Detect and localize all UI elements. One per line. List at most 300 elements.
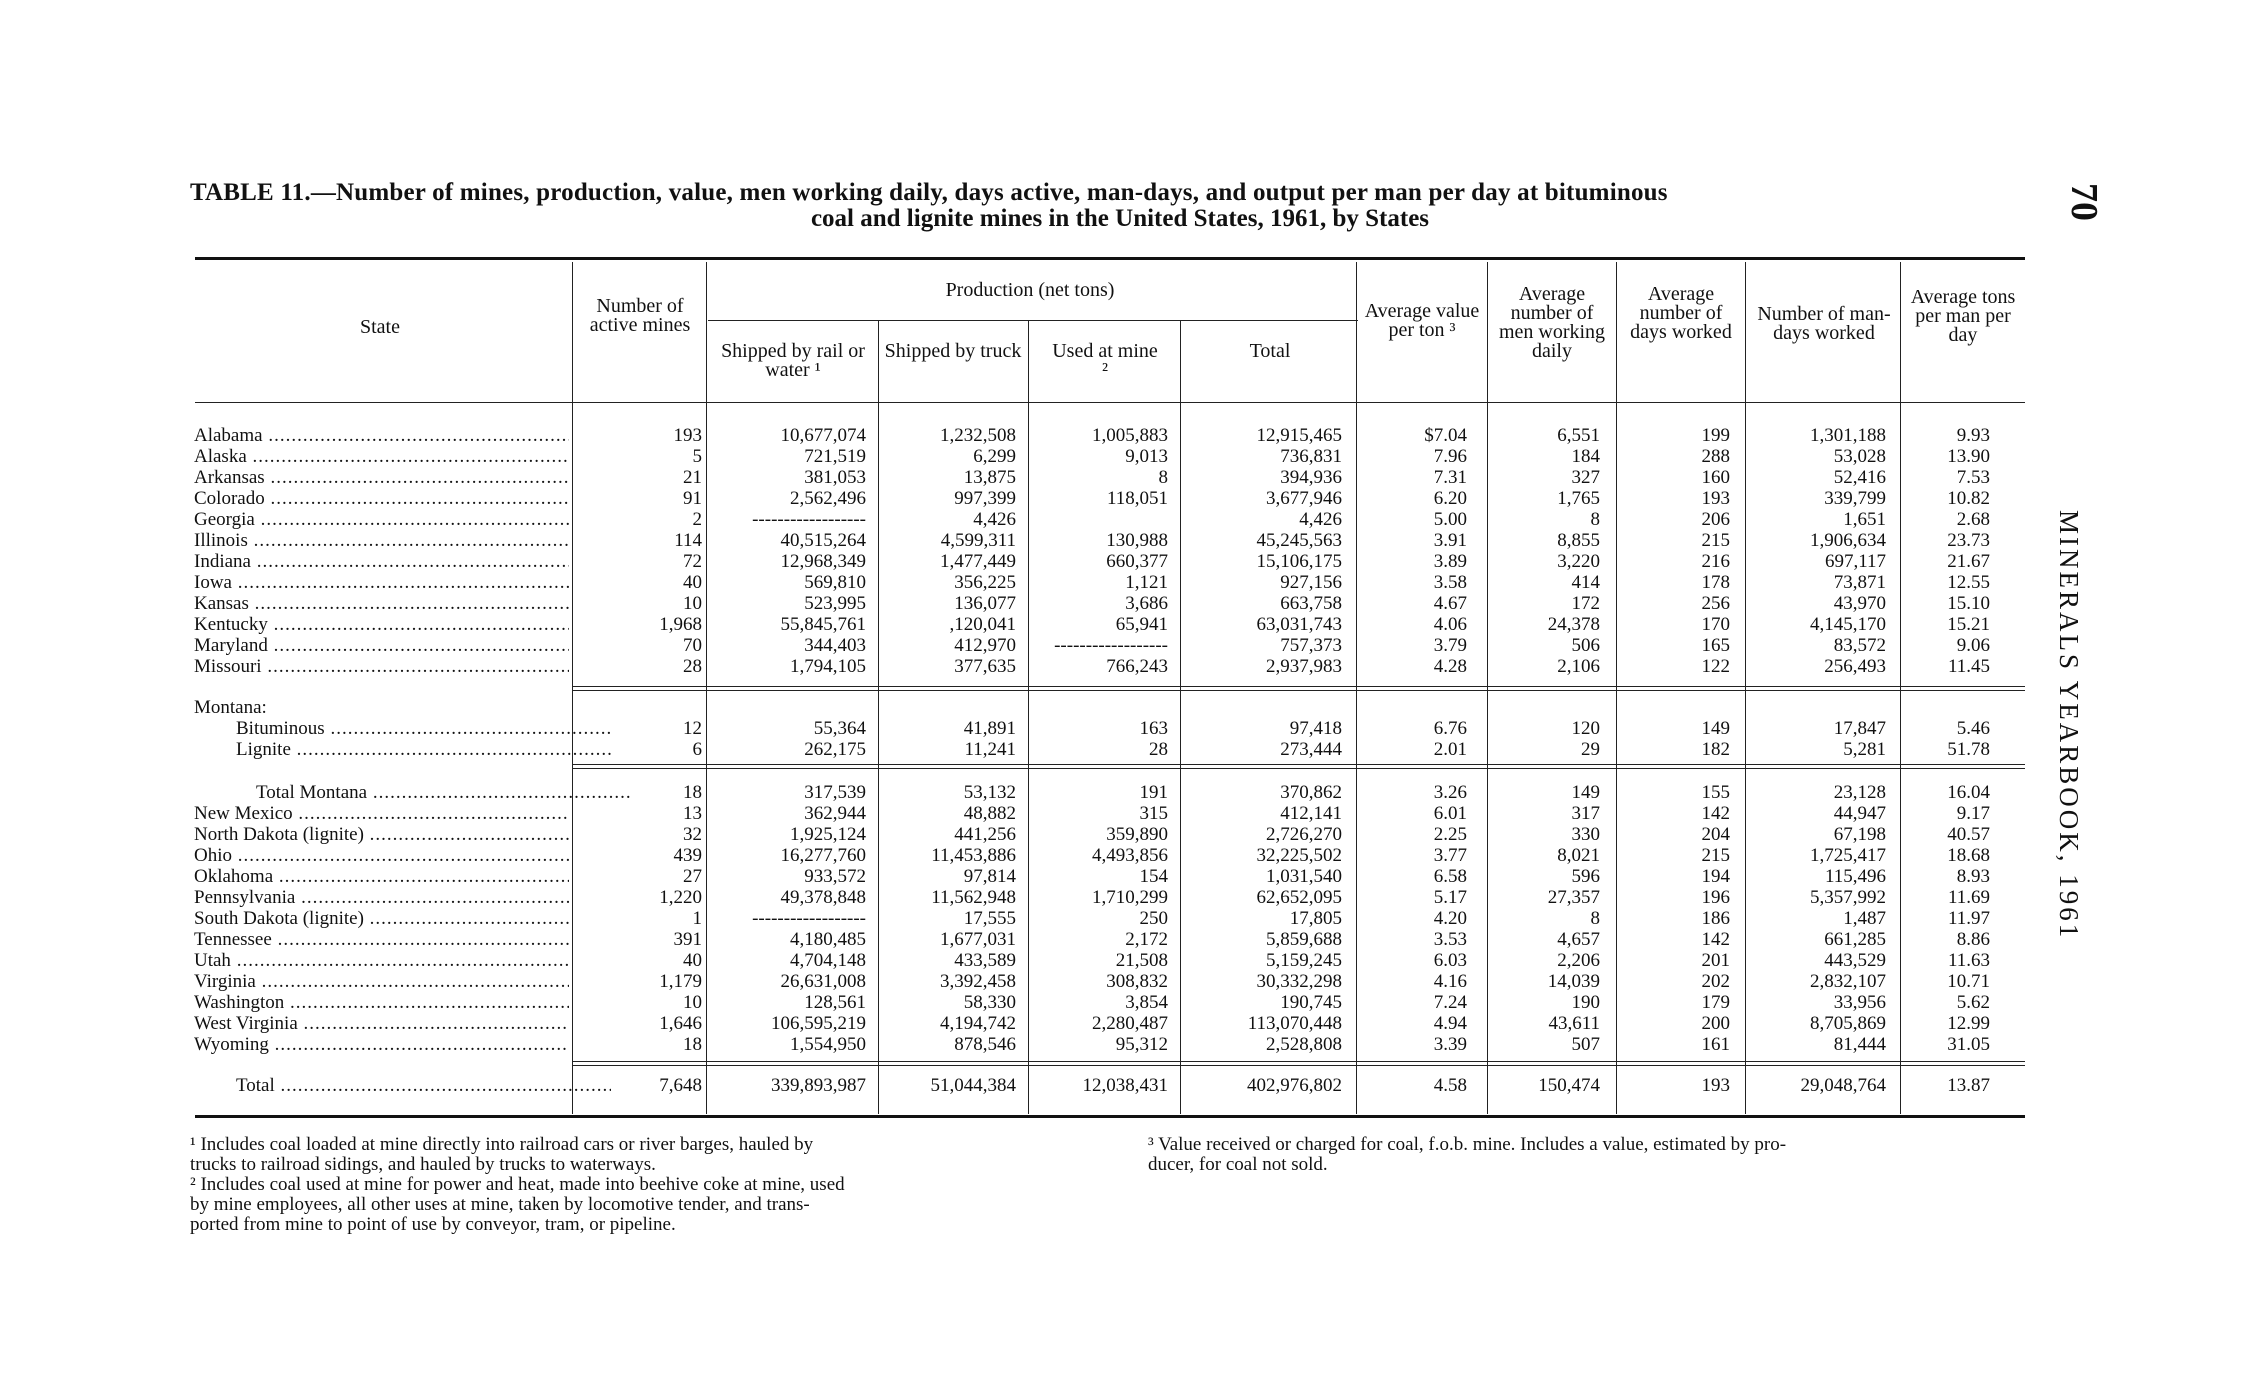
cell-value: 2.25 bbox=[1433, 824, 1467, 845]
cell-tpm: 2.68 bbox=[1956, 509, 1990, 530]
cell-days: 122 bbox=[1701, 656, 1730, 677]
cell-mandays: 4,145,170 bbox=[1810, 614, 1886, 635]
cell-mines: 40 bbox=[683, 950, 702, 971]
table-row bbox=[190, 635, 2030, 656]
cell-mines: 1,968 bbox=[659, 614, 702, 635]
cell-total: 402,976,802 bbox=[1247, 1075, 1342, 1096]
cell-value: 7.24 bbox=[1433, 992, 1467, 1013]
cell-total: 30,332,298 bbox=[1256, 971, 1342, 992]
cell-days: 149 bbox=[1701, 718, 1730, 739]
cell-men: 8,855 bbox=[1557, 530, 1600, 551]
cell-tpm: 23.73 bbox=[1947, 530, 1990, 551]
cell-days: 182 bbox=[1701, 739, 1730, 760]
cell-rail: 49,378,848 bbox=[780, 887, 866, 908]
cell-tpm: 13.90 bbox=[1947, 446, 1990, 467]
cell-days: 193 bbox=[1701, 1075, 1730, 1096]
cell-mandays: 339,799 bbox=[1824, 488, 1886, 509]
cell-mines: 391 bbox=[673, 929, 702, 950]
cell-truck: 1,232,508 bbox=[940, 425, 1016, 446]
cell-used: 28 bbox=[1149, 739, 1168, 760]
bottom-rule bbox=[195, 1115, 2025, 1118]
cell-truck: 11,562,948 bbox=[931, 887, 1016, 908]
header-shipped-rail: Shipped by rail or water ¹ bbox=[721, 340, 865, 381]
cell-state: Kansas ..... bbox=[194, 593, 569, 614]
cell-total: 97,418 bbox=[1289, 718, 1342, 739]
cell-rail: 317,539 bbox=[804, 782, 866, 803]
cell-state: Montana: bbox=[194, 697, 267, 718]
cell-rail: 12,968,349 bbox=[780, 551, 866, 572]
cell-mandays: 5,357,992 bbox=[1810, 887, 1886, 908]
cell-rail: 721,519 bbox=[804, 446, 866, 467]
table-row bbox=[190, 845, 2030, 866]
cell-men: 8 bbox=[1590, 908, 1600, 929]
cell-mandays: 115,496 bbox=[1824, 866, 1886, 887]
cell-state: Tennessee ..... bbox=[194, 929, 569, 950]
cell-mines: 1,220 bbox=[659, 887, 702, 908]
cell-rail: 1,925,124 bbox=[790, 824, 866, 845]
cell-state: Ohio ..... bbox=[194, 845, 569, 866]
cell-used: 359,890 bbox=[1106, 824, 1168, 845]
cell-total: 5,159,245 bbox=[1266, 950, 1342, 971]
cell-mandays: 256,493 bbox=[1824, 656, 1886, 677]
cell-state: North Dakota (lignite) ..... bbox=[194, 824, 569, 845]
cell-tpm: 51.78 bbox=[1947, 739, 1990, 760]
cell-total: 757,373 bbox=[1280, 635, 1342, 656]
cell-value: 3.39 bbox=[1433, 1034, 1467, 1055]
montana-heading bbox=[190, 697, 2030, 718]
top-rule bbox=[195, 257, 2025, 260]
cell-truck: 6,299 bbox=[973, 446, 1016, 467]
cell-used: 163 bbox=[1139, 718, 1168, 739]
cell-rail: 1,554,950 bbox=[790, 1034, 866, 1055]
cell-tpm: 18.68 bbox=[1947, 845, 1990, 866]
cell-mines: 5 bbox=[692, 446, 702, 467]
cell-tpm: 15.21 bbox=[1947, 614, 1990, 635]
cell-truck: 97,814 bbox=[963, 866, 1016, 887]
cell-used: 766,243 bbox=[1106, 656, 1168, 677]
table-row bbox=[190, 656, 2030, 677]
header-avg-value: Average value per ton ³ bbox=[1364, 300, 1480, 341]
cell-state: Oklahoma ..... bbox=[194, 866, 569, 887]
header-state: State bbox=[360, 316, 400, 338]
cell-used: 315 bbox=[1139, 803, 1168, 824]
cell-days: 170 bbox=[1701, 614, 1730, 635]
cell-rail: 40,515,264 bbox=[780, 530, 866, 551]
table-row bbox=[190, 425, 2030, 446]
cell-men: 149 bbox=[1571, 782, 1600, 803]
cell-mandays: 5,281 bbox=[1843, 739, 1886, 760]
cell-mines: 193 bbox=[673, 425, 702, 446]
cell-state: Kentucky ..... bbox=[194, 614, 569, 635]
cell-value: $7.04 bbox=[1424, 425, 1467, 446]
cell-used: 130,988 bbox=[1106, 530, 1168, 551]
table-row bbox=[190, 929, 2030, 950]
cell-total: 12,915,465 bbox=[1256, 425, 1342, 446]
cell-tpm: 9.93 bbox=[1956, 425, 1990, 446]
cell-days: 155 bbox=[1701, 782, 1730, 803]
cell-mandays: 1,301,188 bbox=[1810, 425, 1886, 446]
cell-total: 190,745 bbox=[1280, 992, 1342, 1013]
cell-total: 927,156 bbox=[1280, 572, 1342, 593]
cell-value: 4.67 bbox=[1433, 593, 1467, 614]
cell-mines: 12 bbox=[683, 718, 702, 739]
cell-value: 4.20 bbox=[1433, 908, 1467, 929]
cell-rail: 381,053 bbox=[804, 467, 866, 488]
table-row bbox=[190, 1013, 2030, 1034]
cell-value: 4.06 bbox=[1433, 614, 1467, 635]
cell-used: 95,312 bbox=[1115, 1034, 1168, 1055]
cell-men: 27,357 bbox=[1547, 887, 1600, 908]
cell-tpm: 9.06 bbox=[1956, 635, 1990, 656]
cell-men: 414 bbox=[1571, 572, 1600, 593]
cell-used: 2,280,487 bbox=[1092, 1013, 1168, 1034]
cell-rail: 523,995 bbox=[804, 593, 866, 614]
cell-used: 8 bbox=[1158, 467, 1168, 488]
cell-truck: 41,891 bbox=[963, 718, 1016, 739]
cell-mandays: 2,832,107 bbox=[1810, 971, 1886, 992]
table-row bbox=[190, 530, 2030, 551]
cell-truck: 1,477,449 bbox=[940, 551, 1016, 572]
cell-men: 330 bbox=[1571, 824, 1600, 845]
cell-rail: ------------------ bbox=[752, 908, 866, 929]
cell-truck: 13,875 bbox=[963, 467, 1016, 488]
cell-truck: 17,555 bbox=[963, 908, 1016, 929]
cell-mandays: 17,847 bbox=[1833, 718, 1886, 739]
cell-mines: 6 bbox=[692, 739, 702, 760]
cell-mines: 114 bbox=[674, 530, 702, 551]
table-row bbox=[190, 971, 2030, 992]
cell-value: 3.58 bbox=[1433, 572, 1467, 593]
cell-days: 160 bbox=[1701, 467, 1730, 488]
cell-men: 8 bbox=[1590, 509, 1600, 530]
cell-men: 14,039 bbox=[1547, 971, 1600, 992]
cell-truck: 4,599,311 bbox=[940, 530, 1016, 551]
montana-rule-bottom bbox=[572, 764, 2025, 765]
title-line-1: TABLE 11.—Number of mines, production, value, men working daily, days active, man-days, and output per man per day at bituminous bbox=[190, 179, 1668, 206]
cell-value: 6.20 bbox=[1433, 488, 1467, 509]
cell-mines: 18 bbox=[683, 782, 702, 803]
table-row bbox=[190, 824, 2030, 845]
cell-truck: ,120,041 bbox=[949, 614, 1016, 635]
cell-rail: 10,677,074 bbox=[780, 425, 866, 446]
cell-total: 2,528,808 bbox=[1266, 1034, 1342, 1055]
table-row bbox=[190, 782, 2030, 803]
cell-men: 4,657 bbox=[1557, 929, 1600, 950]
cell-total: 663,758 bbox=[1280, 593, 1342, 614]
cell-total: 412,141 bbox=[1280, 803, 1342, 824]
cell-men: 6,551 bbox=[1557, 425, 1600, 446]
cell-value: 4.58 bbox=[1433, 1075, 1467, 1096]
title-line-2: coal and lignite mines in the United States, 1961, by States bbox=[810, 205, 1430, 232]
cell-value: 7.96 bbox=[1433, 446, 1467, 467]
cell-tpm: 7.53 bbox=[1956, 467, 1990, 488]
cell-mines: 32 bbox=[683, 824, 702, 845]
cell-used: 3,854 bbox=[1125, 992, 1168, 1013]
cell-mandays: 443,529 bbox=[1824, 950, 1886, 971]
cell-tpm: 15.10 bbox=[1947, 593, 1990, 614]
cell-days: 142 bbox=[1701, 803, 1730, 824]
cell-rail: 2,562,496 bbox=[790, 488, 866, 509]
cell-truck: 136,077 bbox=[954, 593, 1016, 614]
table-row bbox=[190, 718, 2030, 739]
cell-state: New Mexico ..... bbox=[194, 803, 569, 824]
table-row bbox=[190, 908, 2030, 929]
cell-days: 194 bbox=[1701, 866, 1730, 887]
cell-state: Arkansas ..... bbox=[194, 467, 569, 488]
cell-value: 3.77 bbox=[1433, 845, 1467, 866]
cell-state: Iowa ..... bbox=[194, 572, 569, 593]
cell-tpm: 9.17 bbox=[1956, 803, 1990, 824]
table-row bbox=[190, 1034, 2030, 1055]
table-row bbox=[190, 803, 2030, 824]
cell-value: 6.58 bbox=[1433, 866, 1467, 887]
cell-truck: 3,392,458 bbox=[940, 971, 1016, 992]
cell-value: 2.01 bbox=[1433, 739, 1467, 760]
production-group-rule bbox=[708, 320, 1358, 321]
cell-days: 186 bbox=[1701, 908, 1730, 929]
cell-value: 5.17 bbox=[1433, 887, 1467, 908]
cell-mines: 1 bbox=[692, 908, 702, 929]
cell-men: 507 bbox=[1571, 1034, 1600, 1055]
total-rule bbox=[572, 1061, 2025, 1062]
cell-days: 201 bbox=[1701, 950, 1730, 971]
cell-rail: ------------------ bbox=[752, 509, 866, 530]
cell-rail: 4,180,485 bbox=[790, 929, 866, 950]
cell-value: 5.00 bbox=[1433, 509, 1467, 530]
cell-mines: 10 bbox=[683, 593, 702, 614]
cell-total: 1,031,540 bbox=[1266, 866, 1342, 887]
cell-men: 2,206 bbox=[1557, 950, 1600, 971]
cell-total: 2,937,983 bbox=[1266, 656, 1342, 677]
cell-mandays: 1,725,417 bbox=[1810, 845, 1886, 866]
header-total: Total bbox=[1249, 340, 1291, 362]
total-rule2 bbox=[572, 1065, 2025, 1066]
footnote-3: ³ Value received or charged for coal, f.o.b. mine. Includes a value, estimated by pro- ducer, for coal not sold. bbox=[1148, 1134, 1787, 1175]
page-number: 70 bbox=[2063, 183, 2105, 221]
cell-value: 6.03 bbox=[1433, 950, 1467, 971]
cell-total: 394,936 bbox=[1280, 467, 1342, 488]
cell-tpm: 11.69 bbox=[1947, 887, 1990, 908]
cell-value: 4.28 bbox=[1433, 656, 1467, 677]
cell-state: Maryland ..... bbox=[194, 635, 569, 656]
cell-total: 5,859,688 bbox=[1266, 929, 1342, 950]
cell-truck: 4,194,742 bbox=[940, 1013, 1016, 1034]
cell-used: 1,005,883 bbox=[1092, 425, 1168, 446]
cell-tpm: 21.67 bbox=[1947, 551, 1990, 572]
cell-days: 202 bbox=[1701, 971, 1730, 992]
cell-rail: 1,794,105 bbox=[790, 656, 866, 677]
cell-mines: 70 bbox=[683, 635, 702, 656]
cell-men: 1,765 bbox=[1557, 488, 1600, 509]
cell-total: 17,805 bbox=[1289, 908, 1342, 929]
cell-tpm: 11.45 bbox=[1947, 656, 1990, 677]
cell-rail: 344,403 bbox=[804, 635, 866, 656]
cell-rail: 339,893,987 bbox=[771, 1075, 866, 1096]
cell-total: 15,106,175 bbox=[1256, 551, 1342, 572]
cell-used: 250 bbox=[1139, 908, 1168, 929]
cell-tpm: 10.82 bbox=[1947, 488, 1990, 509]
cell-value: 3.89 bbox=[1433, 551, 1467, 572]
footnote-2: ² Includes coal used at mine for power and heat, made into beehive coke at mine, used by mine employees, all other uses at mine, taken by locomotive tender, and trans- ported from mine to point of use by conveyor, tram, or pipeline. bbox=[190, 1174, 845, 1235]
cell-mines: 72 bbox=[683, 551, 702, 572]
cell-used: 154 bbox=[1139, 866, 1168, 887]
cell-men: 150,474 bbox=[1538, 1075, 1600, 1096]
cell-rail: 55,364 bbox=[813, 718, 866, 739]
cell-value: 3.26 bbox=[1433, 782, 1467, 803]
cell-total: 370,862 bbox=[1280, 782, 1342, 803]
cell-state: Utah ..... bbox=[194, 950, 569, 971]
cell-total: 2,726,270 bbox=[1266, 824, 1342, 845]
cell-used: ------------------ bbox=[1054, 635, 1168, 656]
cell-tpm: 5.46 bbox=[1956, 718, 1990, 739]
cell-men: 596 bbox=[1571, 866, 1600, 887]
cell-days: 199 bbox=[1701, 425, 1730, 446]
cell-mandays: 23,128 bbox=[1833, 782, 1886, 803]
table-row bbox=[190, 614, 2030, 635]
cell-rail: 933,572 bbox=[804, 866, 866, 887]
cell-mandays: 697,117 bbox=[1824, 551, 1886, 572]
cell-tpm: 8.86 bbox=[1956, 929, 1990, 950]
cell-state: West Virginia ..... bbox=[194, 1013, 569, 1034]
cell-total: 32,225,502 bbox=[1256, 845, 1342, 866]
cell-mandays: 53,028 bbox=[1833, 446, 1886, 467]
cell-tpm: 13.87 bbox=[1947, 1075, 1990, 1096]
cell-mines: 40 bbox=[683, 572, 702, 593]
cell-mandays: 67,198 bbox=[1833, 824, 1886, 845]
cell-used: 1,710,299 bbox=[1092, 887, 1168, 908]
cell-mandays: 1,487 bbox=[1843, 908, 1886, 929]
cell-state: Bituminous ..... bbox=[194, 718, 611, 739]
cell-total: 4,426 bbox=[1299, 509, 1342, 530]
cell-used: 1,121 bbox=[1125, 572, 1168, 593]
cell-state: Lignite ..... bbox=[194, 739, 611, 760]
cell-total: 62,652,095 bbox=[1256, 887, 1342, 908]
table-row bbox=[190, 467, 2030, 488]
cell-truck: 441,256 bbox=[954, 824, 1016, 845]
cell-truck: 58,330 bbox=[963, 992, 1016, 1013]
cell-mandays: 44,947 bbox=[1833, 803, 1886, 824]
cell-truck: 11,241 bbox=[964, 739, 1016, 760]
cell-days: 196 bbox=[1701, 887, 1730, 908]
table-row bbox=[190, 446, 2030, 467]
header-tons-per-man: Average tons per man per day bbox=[1910, 286, 2016, 346]
cell-men: 43,611 bbox=[1548, 1013, 1600, 1034]
cell-truck: 11,453,886 bbox=[931, 845, 1016, 866]
cell-total: 113,070,448 bbox=[1247, 1013, 1342, 1034]
cell-truck: 433,589 bbox=[954, 950, 1016, 971]
cell-state: Colorado ..... bbox=[194, 488, 569, 509]
cell-mandays: 73,871 bbox=[1833, 572, 1886, 593]
cell-tpm: 40.57 bbox=[1947, 824, 1990, 845]
cell-used: 21,508 bbox=[1115, 950, 1168, 971]
cell-men: 184 bbox=[1571, 446, 1600, 467]
cell-men: 8,021 bbox=[1557, 845, 1600, 866]
cell-mines: 10 bbox=[683, 992, 702, 1013]
cell-total: 736,831 bbox=[1280, 446, 1342, 467]
montana-rule-top bbox=[572, 686, 2025, 687]
cell-total: 63,031,743 bbox=[1256, 614, 1342, 635]
cell-used: 191 bbox=[1139, 782, 1168, 803]
cell-rail: 362,944 bbox=[804, 803, 866, 824]
table-row bbox=[190, 866, 2030, 887]
cell-state: Total ..... bbox=[194, 1075, 611, 1096]
table-row bbox=[190, 950, 2030, 971]
cell-mines: 2 bbox=[692, 509, 702, 530]
cell-value: 4.94 bbox=[1433, 1013, 1467, 1034]
cell-value: 3.53 bbox=[1433, 929, 1467, 950]
cell-value: 3.79 bbox=[1433, 635, 1467, 656]
cell-tpm: 31.05 bbox=[1947, 1034, 1990, 1055]
cell-mines: 28 bbox=[683, 656, 702, 677]
footnote-1: ¹ Includes coal loaded at mine directly into railroad cars or river barges, hauled by trucks to railroad sidings, and hauled by trucks to waterways. bbox=[190, 1134, 814, 1175]
cell-mandays: 52,416 bbox=[1833, 467, 1886, 488]
header-shipped-truck: Shipped by truck bbox=[884, 340, 1022, 362]
cell-tpm: 16.04 bbox=[1947, 782, 1990, 803]
cell-truck: 1,677,031 bbox=[940, 929, 1016, 950]
cell-total: 3,677,946 bbox=[1266, 488, 1342, 509]
cell-state: Alabama ..... bbox=[194, 425, 569, 446]
running-head: MINERALS YEARBOOK, 1961 bbox=[2054, 510, 2084, 941]
cell-truck: 48,882 bbox=[963, 803, 1016, 824]
cell-mandays: 1,906,634 bbox=[1810, 530, 1886, 551]
cell-used: 308,832 bbox=[1106, 971, 1168, 992]
cell-used: 65,941 bbox=[1115, 614, 1168, 635]
cell-mines: 439 bbox=[673, 845, 702, 866]
cell-men: 3,220 bbox=[1557, 551, 1600, 572]
table-row bbox=[190, 509, 2030, 530]
cell-days: 179 bbox=[1701, 992, 1730, 1013]
cell-state: Pennsylvania ..... bbox=[194, 887, 569, 908]
cell-state: Virginia ..... bbox=[194, 971, 569, 992]
cell-days: 161 bbox=[1701, 1034, 1730, 1055]
cell-truck: 51,044,384 bbox=[930, 1075, 1016, 1096]
cell-value: 6.01 bbox=[1433, 803, 1467, 824]
cell-men: 2,106 bbox=[1557, 656, 1600, 677]
table-row bbox=[190, 488, 2030, 509]
cell-state: Missouri ..... bbox=[194, 656, 569, 677]
cell-men: 24,378 bbox=[1547, 614, 1600, 635]
cell-rail: 16,277,760 bbox=[780, 845, 866, 866]
header-active-mines: Number of active mines bbox=[589, 295, 691, 336]
table-row bbox=[190, 887, 2030, 908]
cell-rail: 4,704,148 bbox=[790, 950, 866, 971]
cell-men: 29 bbox=[1581, 739, 1600, 760]
cell-state: Alaska ..... bbox=[194, 446, 569, 467]
cell-days: 200 bbox=[1701, 1013, 1730, 1034]
cell-mines: 7,648 bbox=[659, 1075, 702, 1096]
header-used-at-mine: Used at mine ² bbox=[1052, 340, 1158, 381]
cell-days: 142 bbox=[1701, 929, 1730, 950]
cell-value: 6.76 bbox=[1433, 718, 1467, 739]
cell-tpm: 5.62 bbox=[1956, 992, 1990, 1013]
cell-mandays: 43,970 bbox=[1833, 593, 1886, 614]
cell-tpm: 8.93 bbox=[1956, 866, 1990, 887]
cell-truck: 356,225 bbox=[954, 572, 1016, 593]
cell-mines: 1,646 bbox=[659, 1013, 702, 1034]
cell-used: 118,051 bbox=[1106, 488, 1168, 509]
cell-rail: 569,810 bbox=[804, 572, 866, 593]
cell-used: 4,493,856 bbox=[1092, 845, 1168, 866]
table-row bbox=[190, 551, 2030, 572]
cell-truck: 878,546 bbox=[954, 1034, 1016, 1055]
cell-mines: 27 bbox=[683, 866, 702, 887]
cell-days: 256 bbox=[1701, 593, 1730, 614]
cell-days: 178 bbox=[1701, 572, 1730, 593]
header-man-days: Number of man-days worked bbox=[1757, 303, 1891, 344]
cell-state: South Dakota (lignite) ..... bbox=[194, 908, 569, 929]
cell-total: 45,245,563 bbox=[1256, 530, 1342, 551]
header-avg-men: Average number of men working daily bbox=[1498, 283, 1606, 362]
